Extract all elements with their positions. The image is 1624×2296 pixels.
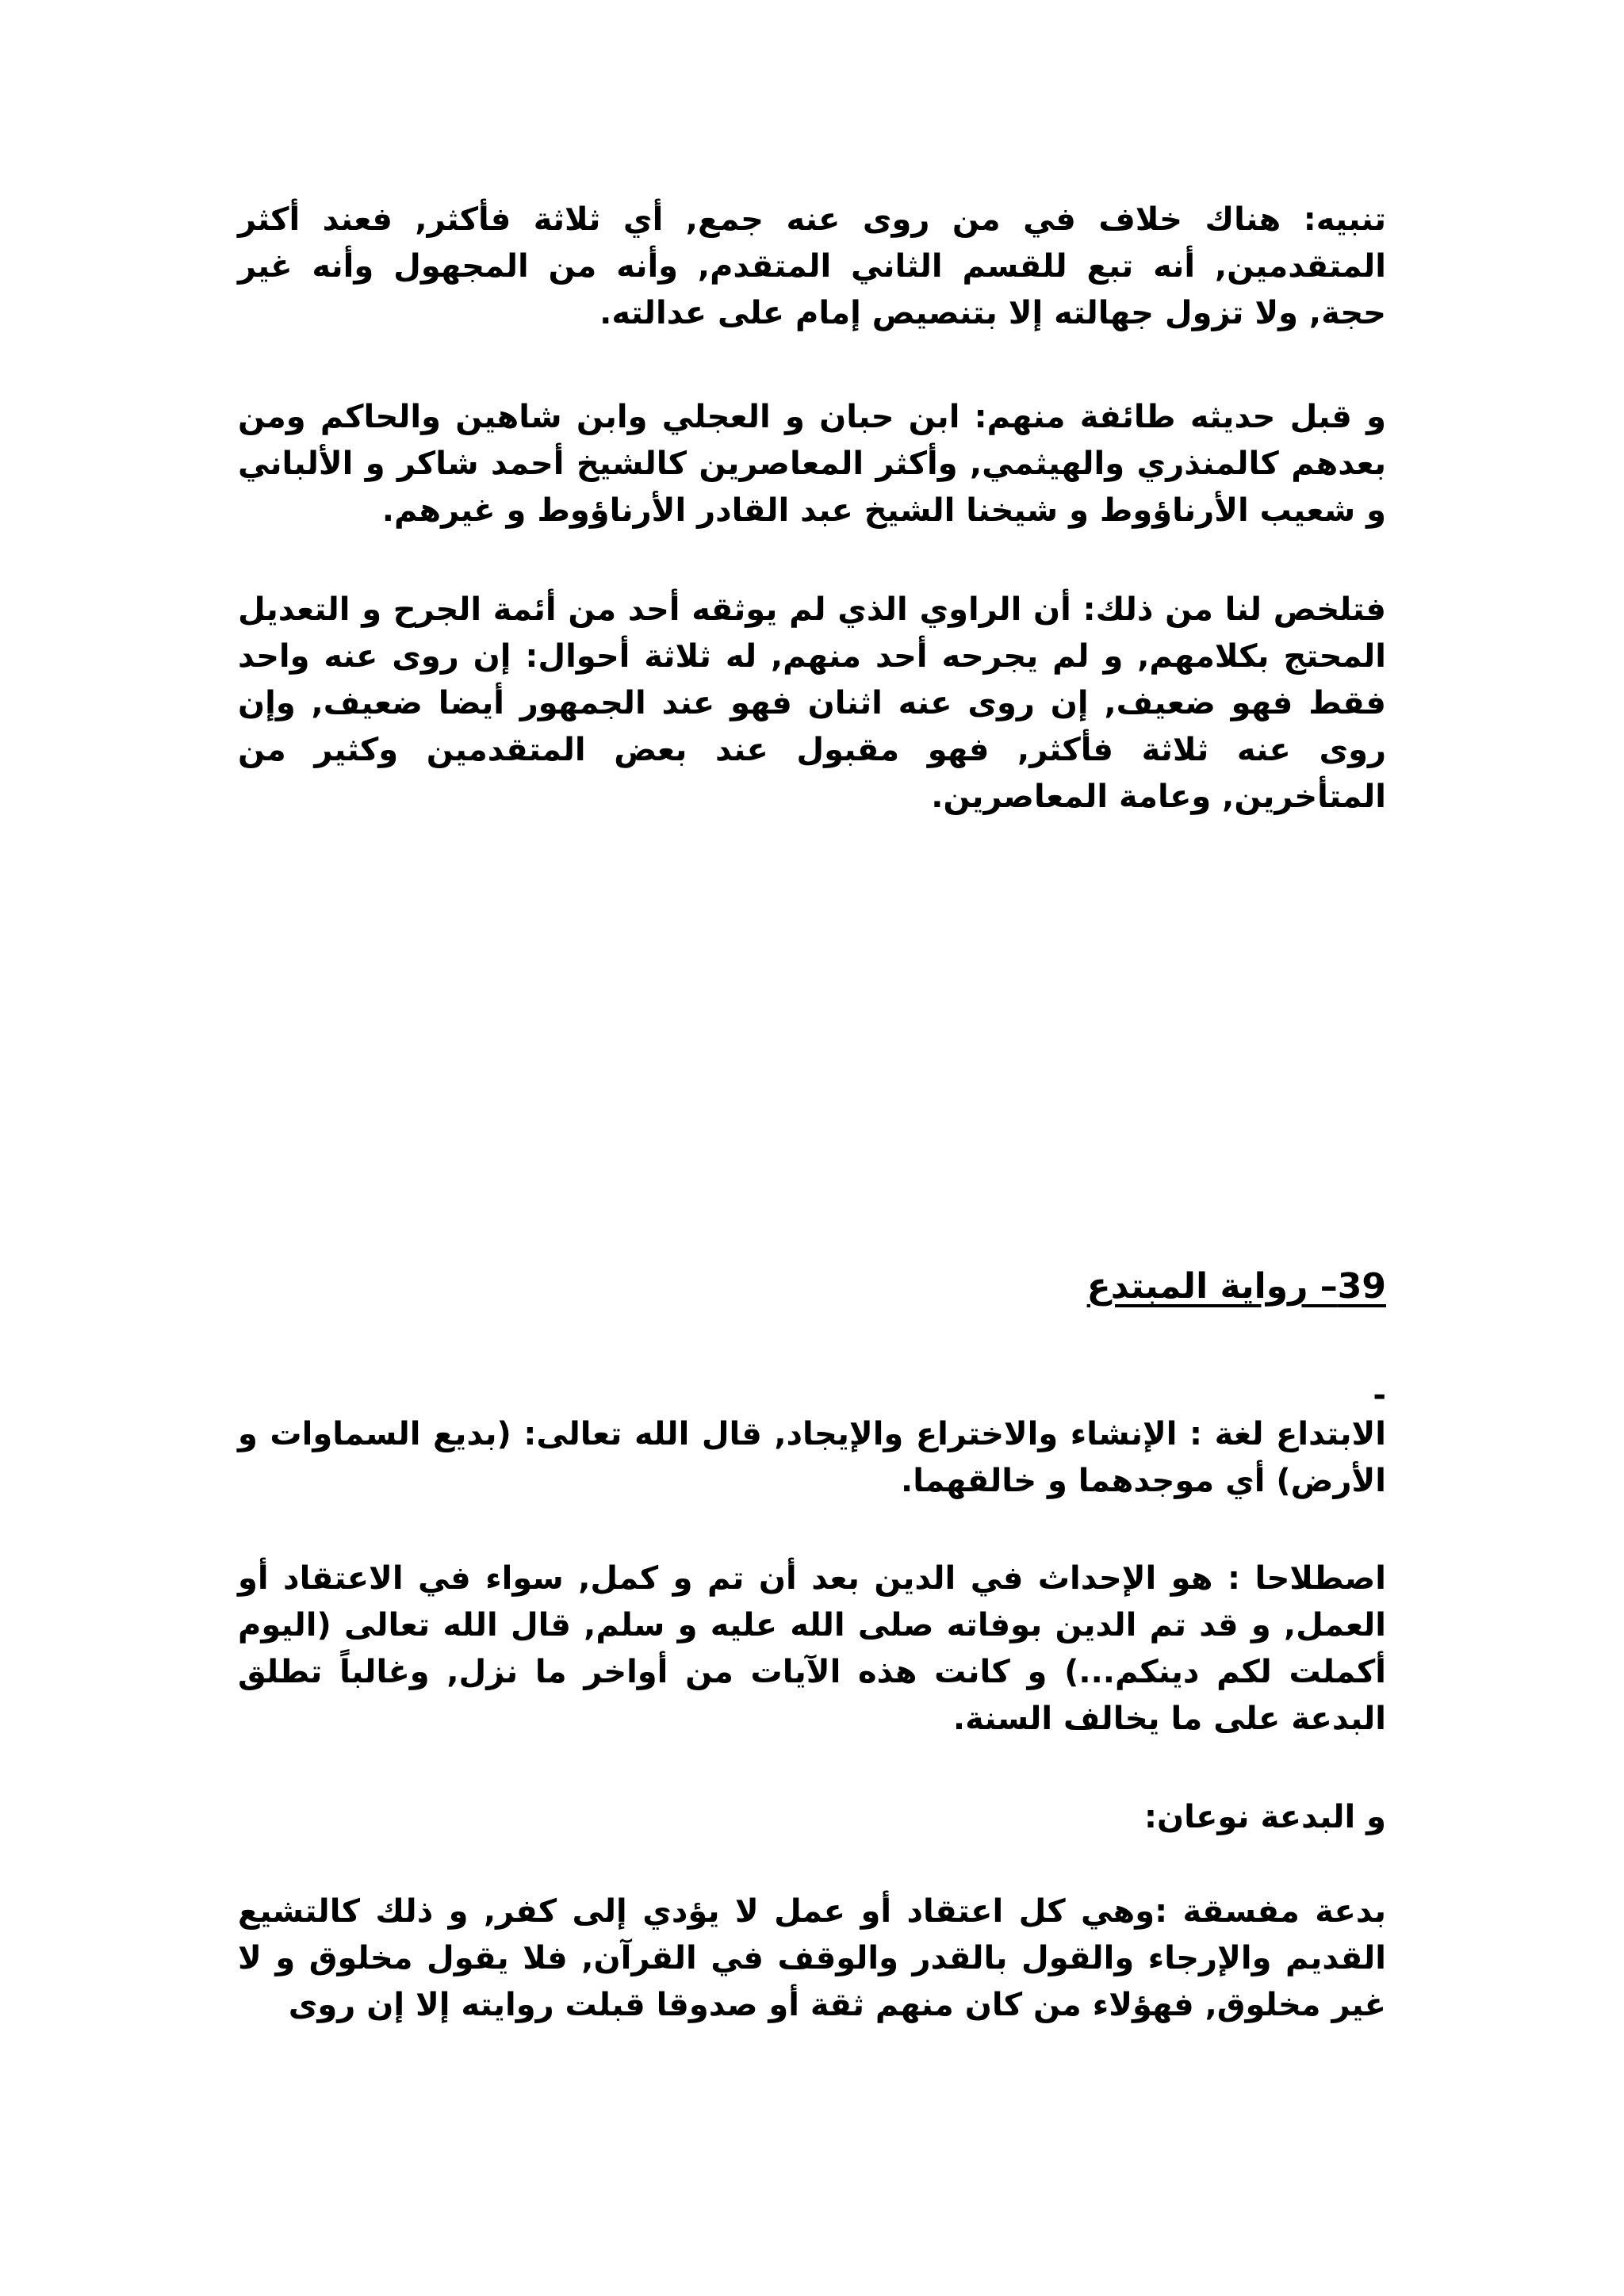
paragraph-bidaa-naw-an: و البدعة نوعان: — [1143, 1799, 1386, 1835]
paragraph-tanbih: تنبيه: هناك خلاف في من روى عنه جمع, أي ثلاثة فأكثر, فعند أكثر المتقدمين, أنه تبع للقسم الثاني المتقدم, وأنه من المجهول وأنه غير حجة, ولا تزول جهالته إلا بتنصيص إمام على عدالته. — [238, 201, 1386, 331]
paragraph-istilahan: اصطلاحا : هو الإحداث في الدين بعد أن تم و كمل, سواء في الاعتقاد أو العمل, و قد تم الدين بوفاته صلى الله عليه و سلم, قال الله تعالى (اليوم أكملت لكم دينكم...) و كانت هذه الآيات من أواخر ما نزل, وغالباً تطلق البدعة على ما يخالف السنة. — [238, 1560, 1386, 1737]
paragraph-bidaa-mufassiqa: بدعة مفسقة :وهي كل اعتقاد أو عمل لا يؤدي إلى كفر, و ذلك كالتشيع القديم والإرجاء والقول بالقدر والوقف في القرآن, فلا يقول مخلوق و لا غير مخلوق, فهؤلاء من كان منهم ثقة أو صدوقا قبلت روايته إلا إن روى — [238, 1893, 1386, 2023]
section-heading: 39– رواية المبتدع — [1086, 1266, 1386, 1307]
dash-mark: - — [1373, 1377, 1386, 1414]
paragraph-qabil-hadithahu: و قبل حديثه طائفة منهم: ابن حبان و العجلي وابن شاهين والحاكم ومن بعدهم كالمنذري والهيثمي, وأكثر المعاصرين كالشيخ أحمد شاكر و الألباني و شعيب الأرناؤوط و شيخنا الشيخ عبد القادر الأرناؤوط و غيرهم. — [238, 399, 1386, 529]
paragraph-ibtida-lughatan: الابتداع لغة : الإنشاء والاختراع والإيجاد, قال الله تعالى: (بديع السماوات و الأرض) أي موجدهما و خالقهما. — [238, 1416, 1386, 1499]
paragraph-fatalakhkhas: فتلخص لنا من ذلك: أن الراوي الذي لم يوثقه أحد من أئمة الجرح و التعديل المحتج بكلامهم, و لم يجرحه أحد منهم, له ثلاثة أحوال: إن روى عنه واحد فقط فهو ضعيف, إن روى عنه اثنان فهو عند الجمهور أيضا ضعيف, وإن روى عنه ثلاثة فأكثر, فهو مقبول عند بعض المتقدمين وكثير من المتأخرين, وعامة المعاصرين. — [238, 591, 1386, 815]
